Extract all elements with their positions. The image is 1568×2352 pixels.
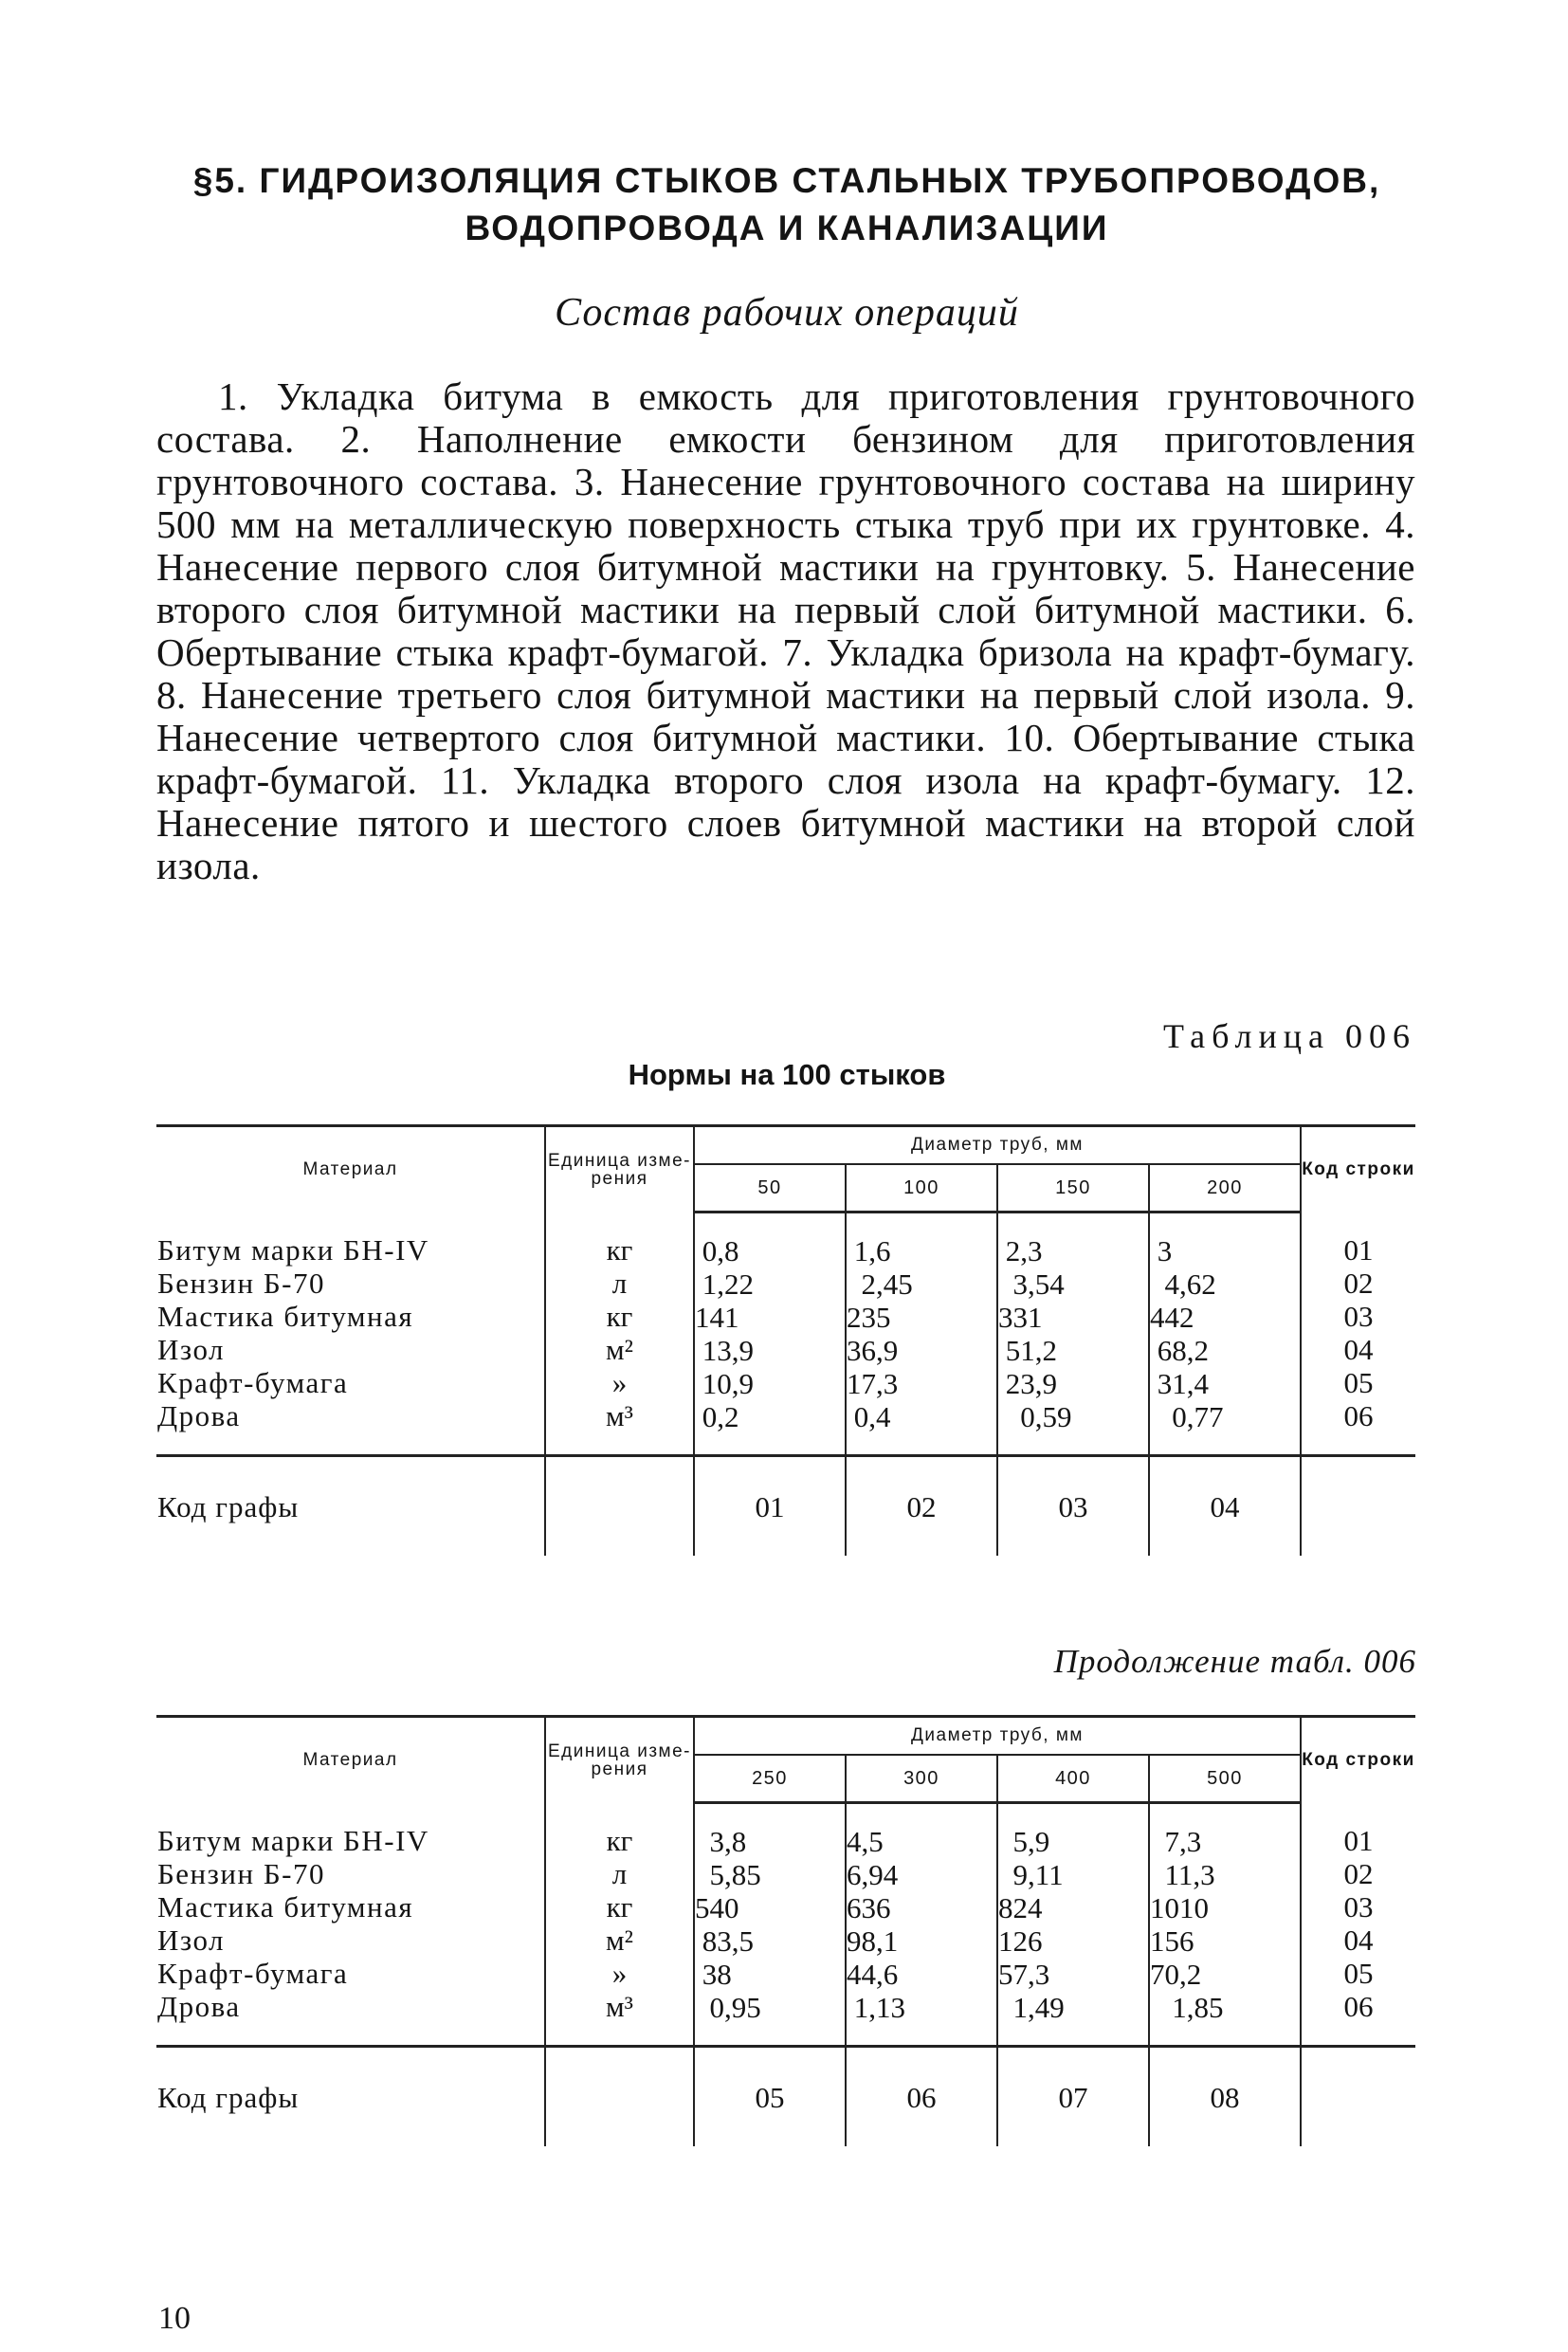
diameter-column-header: 150 [997, 1164, 1149, 1212]
norms-table-2 [156, 1715, 1415, 2146]
diameter-column-header: 300 [846, 1755, 997, 1803]
value-cell: 4,5 6,94 636 98,1 44,6 1,13 [846, 1803, 997, 2047]
table-body-row [156, 1212, 1415, 1456]
value-cell: 3 4,62 442 68,2 31,4 0,77 [1149, 1212, 1301, 1456]
material-header: Материал [156, 1126, 545, 1212]
empty-cell [545, 1456, 694, 1557]
diameter-column-header: 500 [1149, 1755, 1301, 1803]
graph-code-cell: 06 [846, 2047, 997, 2147]
unit-header: Единица изме-рения [545, 1717, 694, 1803]
empty-cell [545, 2047, 694, 2147]
diameter-column-header: 200 [1149, 1164, 1301, 1212]
value-cell: 2,3 3,54 331 51,2 23,9 0,59 [997, 1212, 1149, 1456]
graph-code-cell: 03 [997, 1456, 1149, 1557]
row-code-cell: 01 02 03 04 05 06 [1301, 1803, 1415, 2047]
value-cell: 7,3 11,3 1010 156 70,2 1,85 [1149, 1803, 1301, 2047]
graph-code-label: Код графы [156, 1456, 545, 1557]
section-heading [142, 157, 1431, 252]
diameter-column-header: 400 [997, 1755, 1149, 1803]
graph-code-cell: 07 [997, 2047, 1149, 2147]
operations-text: 1. Укладка битума в емкость для приготовления грунтовочного состава. 2. Наполнение емкости бензином для приготовления грунтовочного состава. 3. Нанесение грунтовочного состава на ширину 500 мм на металлическую поверхность стыка труб при их грунтовке. 4. Нанесение первого слоя битумной мастики на грунтовку. 5. Нанесение второго слоя битумной мастики на первый слой битумной мастики. 6. Обертывание стыка крафт-бумагой. 7. Укладка бризола на крафт-бумагу. 8. Нанесение третьего слоя битумной мастики на первый слой изола. 9. Нанесение четвертого слоя битумной мастики. 10. Обертывание стыка крафт-бумагой. 11. Укладка второго слоя изола на крафт-бумагу. 12. Нанесение пятого и шестого слоев битумной мастики на второй слой изола. [156, 374, 1415, 887]
row-code-cell: 01 02 03 04 05 06 [1301, 1212, 1415, 1456]
unit-cell: кг л кг м² » м³ [545, 1803, 694, 2047]
graph-code-cell: 01 [694, 1456, 846, 1557]
table-body-row [156, 1803, 1415, 2047]
page-number: 10 [158, 2301, 191, 2336]
graph-code-cell: 02 [846, 1456, 997, 1557]
graph-code-row [156, 2047, 1415, 2147]
empty-cell [1301, 1456, 1415, 1557]
norms-table-1 [156, 1124, 1415, 1556]
diameter-column-header: 50 [694, 1164, 846, 1212]
graph-code-cell: 05 [694, 2047, 846, 2147]
material-cell: Битум марки БН-IV Бензин Б-70 Мастика битумная Изол Крафт-бумага Дрова [156, 1212, 545, 1456]
graph-code-label: Код графы [156, 2047, 545, 2147]
graph-code-cell: 04 [1149, 1456, 1301, 1557]
diameter-column-header: 100 [846, 1164, 997, 1212]
unit-header: Единица изме-рения [545, 1126, 694, 1212]
section-heading-line-2: ВОДОПРОВОДА И КАНАЛИЗАЦИИ [465, 209, 1109, 247]
graph-code-row [156, 1456, 1415, 1557]
value-cell: 3,8 5,85 540 83,5 38 0,95 [694, 1803, 846, 2047]
continuation-label: Продолжение табл. 006 [1053, 1643, 1416, 1680]
diameter-column-header: 250 [694, 1755, 846, 1803]
graph-code-cell: 08 [1149, 2047, 1301, 2147]
row-code-header: Код строки [1301, 1717, 1415, 1803]
operations-paragraph [156, 375, 1415, 887]
section-heading-line-1: §5. ГИДРОИЗОЛЯЦИЯ СТЫКОВ СТАЛЬНЫХ ТРУБОПРОВОДОВ, [192, 161, 1381, 200]
material-header: Материал [156, 1717, 545, 1803]
row-code-header: Код строки [1301, 1126, 1415, 1212]
material-cell: Битум марки БН-IV Бензин Б-70 Мастика битумная Изол Крафт-бумага Дрова [156, 1803, 545, 2047]
section-subheading: Состав рабочих операций [555, 291, 1019, 335]
unit-cell: кг л кг м² » м³ [545, 1212, 694, 1456]
diameter-header: Диаметр труб, мм [694, 1717, 1301, 1756]
table-title: Нормы на 100 стыков [628, 1058, 946, 1091]
value-cell: 0,8 1,22 141 13,9 10,9 0,2 [694, 1212, 846, 1456]
value-cell: 5,9 9,11 824 126 57,3 1,49 [997, 1803, 1149, 2047]
empty-cell [1301, 2047, 1415, 2147]
table-number-label: Таблица 006 [1163, 1017, 1416, 1055]
value-cell: 1,6 2,45 235 36,9 17,3 0,4 [846, 1212, 997, 1456]
diameter-header: Диаметр труб, мм [694, 1126, 1301, 1165]
